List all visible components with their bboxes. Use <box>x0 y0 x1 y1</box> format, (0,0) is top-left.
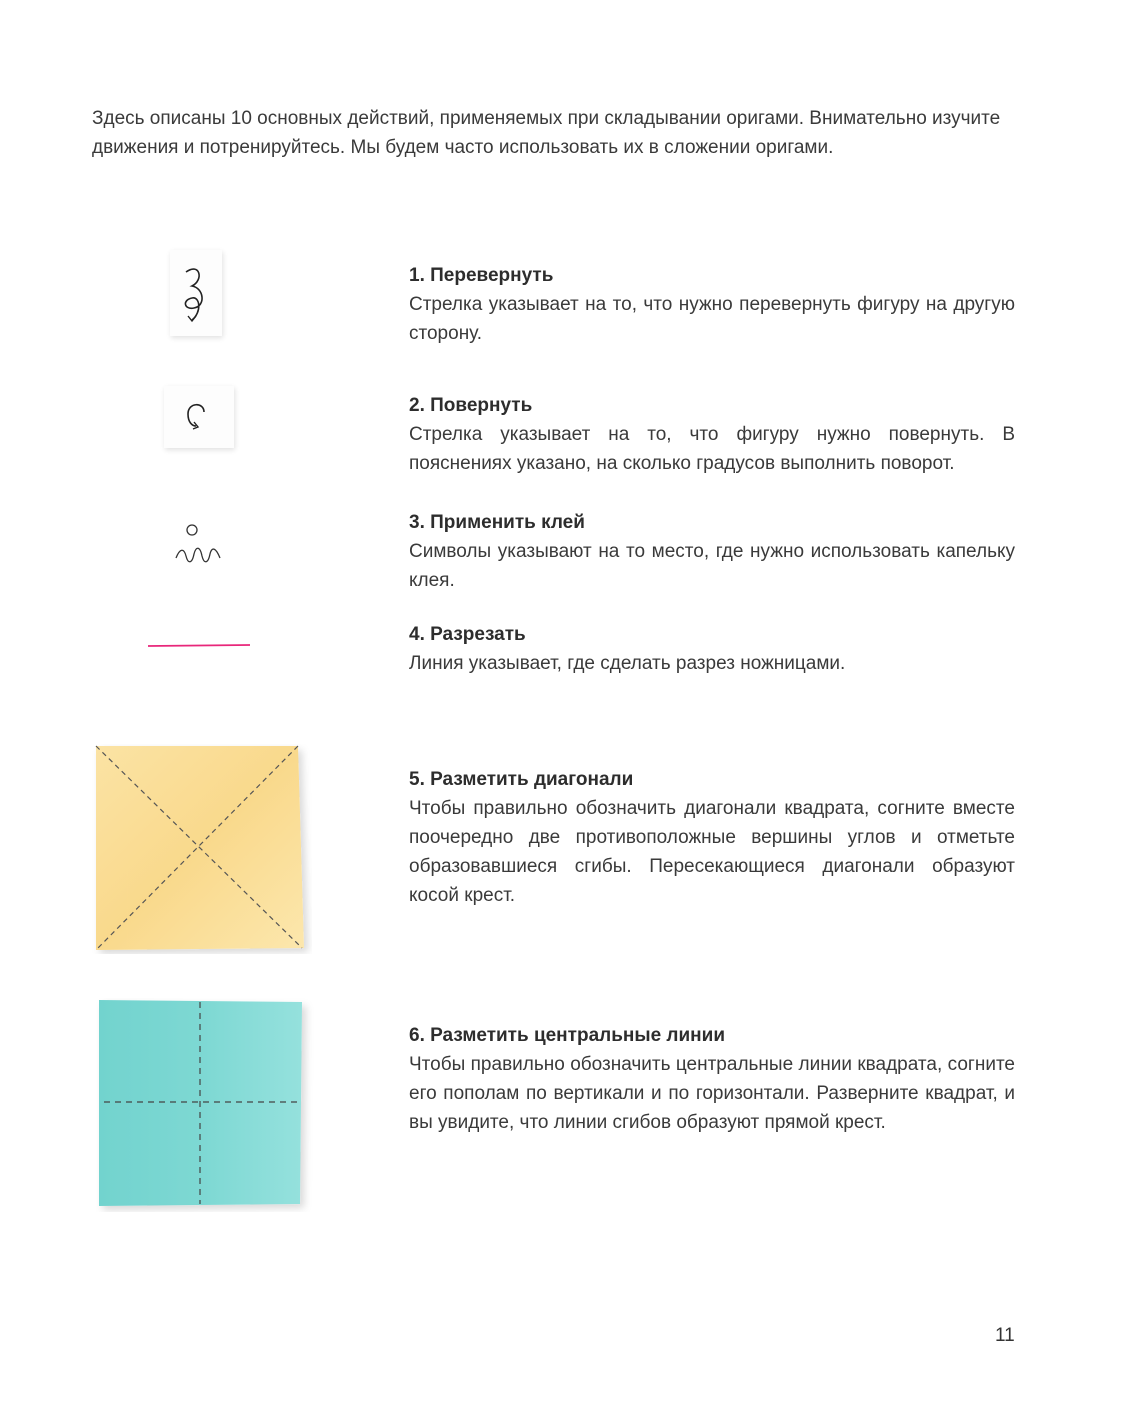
diagonal-fold-icon <box>92 744 312 954</box>
rotate-arrow-icon <box>164 386 234 448</box>
step-6-text: Чтобы правильно обозначить центральные линии квадрата, согните его пополам по вертикали и по горизонтали. Разверните квадрат, и вы увидите, что линии сгибов образуют прямой крест. <box>409 1054 1015 1133</box>
step-2 <box>409 391 1015 478</box>
step-2-title: 2. Повернуть <box>409 395 533 416</box>
step-6 <box>409 1021 1015 1137</box>
step-3-text: Символы указывают на то место, где нужно использовать капельку клея. <box>409 541 1015 591</box>
step-1 <box>409 261 1015 348</box>
step-4-text: Линия указывает, где сделать разрез ножницами. <box>409 653 846 674</box>
step-5-title: 5. Разметить диагонали <box>409 769 634 790</box>
flip-arrow-icon <box>170 250 222 336</box>
intro-text: Здесь описаны 10 основных действий, применяемых при складывании оригами. Внимательно изучите движения и потренируйтесь. Мы будем часто использовать их в сложении оригами. <box>92 108 1001 158</box>
center-fold-icon <box>96 998 316 1212</box>
step-1-title: 1. Перевернуть <box>409 265 554 286</box>
step-3-title: 3. Применить клей <box>409 512 585 533</box>
step-3 <box>409 508 1015 595</box>
page-number: 11 <box>995 1325 1015 1346</box>
glue-icon <box>172 520 228 568</box>
step-5-text: Чтобы правильно обозначить диагонали квадрата, согните вместе поочередно две противоположные вершины углов и отметьте образовавшиеся сгибы. Пересекающиеся диагонали образуют косой крест. <box>409 798 1015 906</box>
step-2-text: Стрелка указывает на то, что фигуру нужно повернуть. В пояснениях указано, на сколько градусов выполнить поворот. <box>409 424 1015 474</box>
step-4-title: 4. Разрезать <box>409 624 526 645</box>
cut-line-icon <box>146 640 254 652</box>
step-5 <box>409 765 1015 910</box>
step-4 <box>409 620 1015 678</box>
step-1-text: Стрелка указывает на то, что нужно перевернуть фигуру на другую сторону. <box>409 294 1015 344</box>
step-6-title: 6. Разметить центральные линии <box>409 1025 726 1046</box>
